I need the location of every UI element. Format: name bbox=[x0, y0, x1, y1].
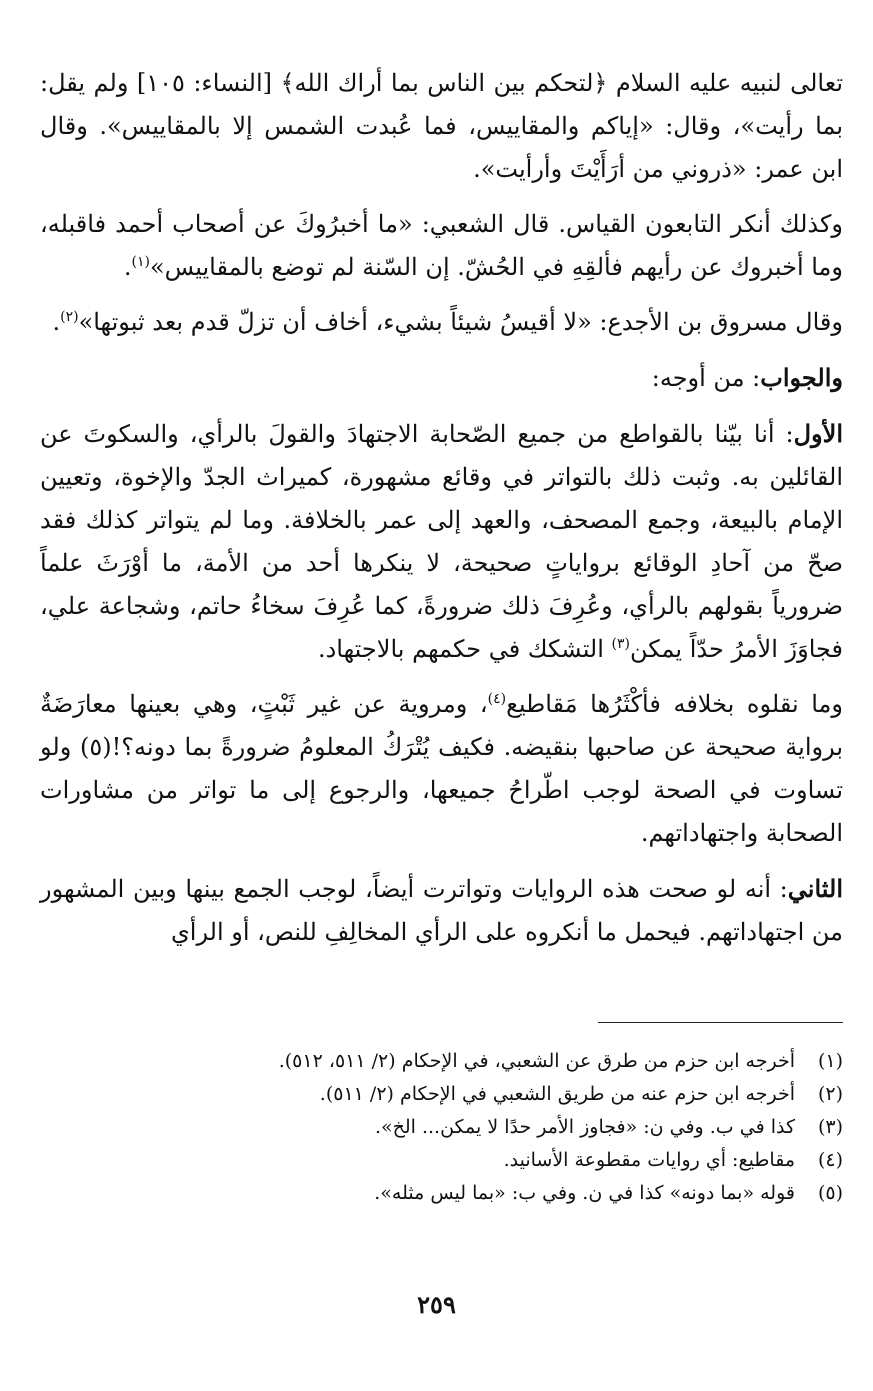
footnote-number: (٥) bbox=[817, 1182, 843, 1204]
footnote-number: (١) bbox=[817, 1050, 843, 1072]
paragraph-6 bbox=[40, 683, 843, 855]
footnote-ref: (٤) bbox=[487, 691, 507, 707]
paragraph-text: تعالى لنبيه عليه السلام ﴿لتحكم بين الناس بما أراك الله﴾ [النساء: ١٠٥] ولم يقل: بما رأيت»، وقال: «إياكم والمقاييس، فما عُبدت الشمس إلا بالمقاييس». وقال ابن عمر: «ذروني من أرَأَيْتَ وأرأيت». bbox=[40, 69, 844, 183]
paragraph-tail: . bbox=[123, 253, 132, 281]
footnote-item bbox=[40, 1111, 843, 1144]
paragraph-4 bbox=[40, 356, 843, 400]
footnote-text: قوله «بما دونه» كذا في ن. وفي ب: «بما ليس مثله». bbox=[374, 1182, 795, 1204]
footnotes bbox=[40, 1045, 843, 1210]
footnote-ref: (١) bbox=[131, 254, 150, 270]
footnote-item bbox=[40, 1144, 843, 1177]
paragraph-tail: ، ومروية عن غير ثَبْتٍ، وهي بعينها معارَضَةٌ برواية صحيحة عن صاحبها بنقيضه. فكيف يُتْرَكُ المعلومُ ضرورةً بما دونه؟!(٥) ولو تساوت في الصحة لوجب اطّراحُ جميعها، والرجوع إلى ما تواتر من مشاورات الصحابة واجتهاداتهم. bbox=[40, 690, 844, 847]
footnote-text: كذا في ب. وفي ن: «فجاوز الأمر حدًا لا يمكن... الخ». bbox=[374, 1116, 795, 1138]
point-heading: الأول bbox=[793, 419, 843, 448]
page-number: ٢٥٩ bbox=[417, 1290, 456, 1319]
paragraph-3 bbox=[40, 301, 843, 344]
point-heading: الثاني bbox=[787, 874, 843, 903]
footnote-divider bbox=[598, 1022, 843, 1023]
footnote-number: (٢) bbox=[817, 1083, 843, 1105]
paragraph-1 bbox=[40, 62, 843, 191]
paragraph-text: : من أوجه: bbox=[651, 364, 761, 392]
paragraph-tail: التشكك في حكمهم بالاجتهاد. bbox=[317, 635, 612, 663]
paragraph-text: وكذلك أنكر التابعون القياس. قال الشعبي: «ما أخبرُوكَ عن أصحاب أحمد فاقبله، وما أخبروك عن رأيهم فألقِهِ في الحُشّ. إن السّنة لم توضع بالمقاييس» bbox=[40, 210, 843, 281]
footnote-text: أخرجه ابن حزم عنه من طريق الشعبي في الإحكام (٢/ ٥١١). bbox=[319, 1083, 795, 1105]
footnote-item bbox=[40, 1045, 843, 1078]
footnote-text: مقاطيع: أي روايات مقطوعة الأسانيد. bbox=[503, 1149, 795, 1171]
paragraph-2 bbox=[40, 203, 843, 289]
paragraph-text: وما نقلوه بخلافه فأكْثَرُها مَقاطيع bbox=[506, 690, 844, 718]
footnote-item bbox=[40, 1078, 843, 1111]
footnote-number: (٣) bbox=[817, 1116, 843, 1138]
paragraph-text: وقال مسروق بن الأجدع: «لا أقيسُ شيئاً بشيء، أخاف أن تزلّ قدم بعد ثبوتها» bbox=[78, 308, 843, 336]
footnote-ref: (٢) bbox=[60, 309, 79, 325]
section-heading: والجواب bbox=[760, 363, 843, 392]
footnote-number: (٤) bbox=[817, 1149, 843, 1171]
paragraph-7 bbox=[40, 867, 843, 954]
paragraph-text: : أنه لو صحت هذه الروايات وتواترت أيضاً، لوجب الجمع بينها وبين المشهور من اجتهاداتهم. فيحمل ما أنكروه على الرأي المخالِفِ للنص، أو الرأي bbox=[40, 875, 843, 946]
paragraph-text: : أنا بيّنا بالقواطع من جميع الصّحابة الاجتهادَ والقولَ بالرأي، والسكوتَ عن القائلين به. وثبت ذلك بالتواتر في وقائع مشهورة، كميراث الجدّ والإخوة، وتعيين الإمام بالبيعة، وجمع المصحف، والعهد إلى عمر بالخلافة. وما لم يتواتر كذلك فقد صحّ من آحادِ الوقائع برواياتٍ صحيحة، لا ينكرها أحد من الأمة، ما أوْرَثَ علماً ضرورياً بقولهم بالرأي، وعُرِفَ ذلك ضرورةً، كما عُرِفَ سخاءُ حاتم، وشجاعة علي، فجاوَزَ الأمرُ حدّاً يمكن bbox=[40, 420, 843, 663]
paragraph-5 bbox=[40, 412, 843, 671]
footnote-text: أخرجه ابن حزم من طرق عن الشعبي، في الإحكام (٢/ ٥١١، ٥١٢). bbox=[278, 1050, 795, 1072]
main-text bbox=[40, 62, 843, 966]
footnote-ref: (٣) bbox=[611, 636, 631, 652]
footnote-item bbox=[40, 1177, 843, 1210]
paragraph-tail: . bbox=[52, 308, 61, 336]
